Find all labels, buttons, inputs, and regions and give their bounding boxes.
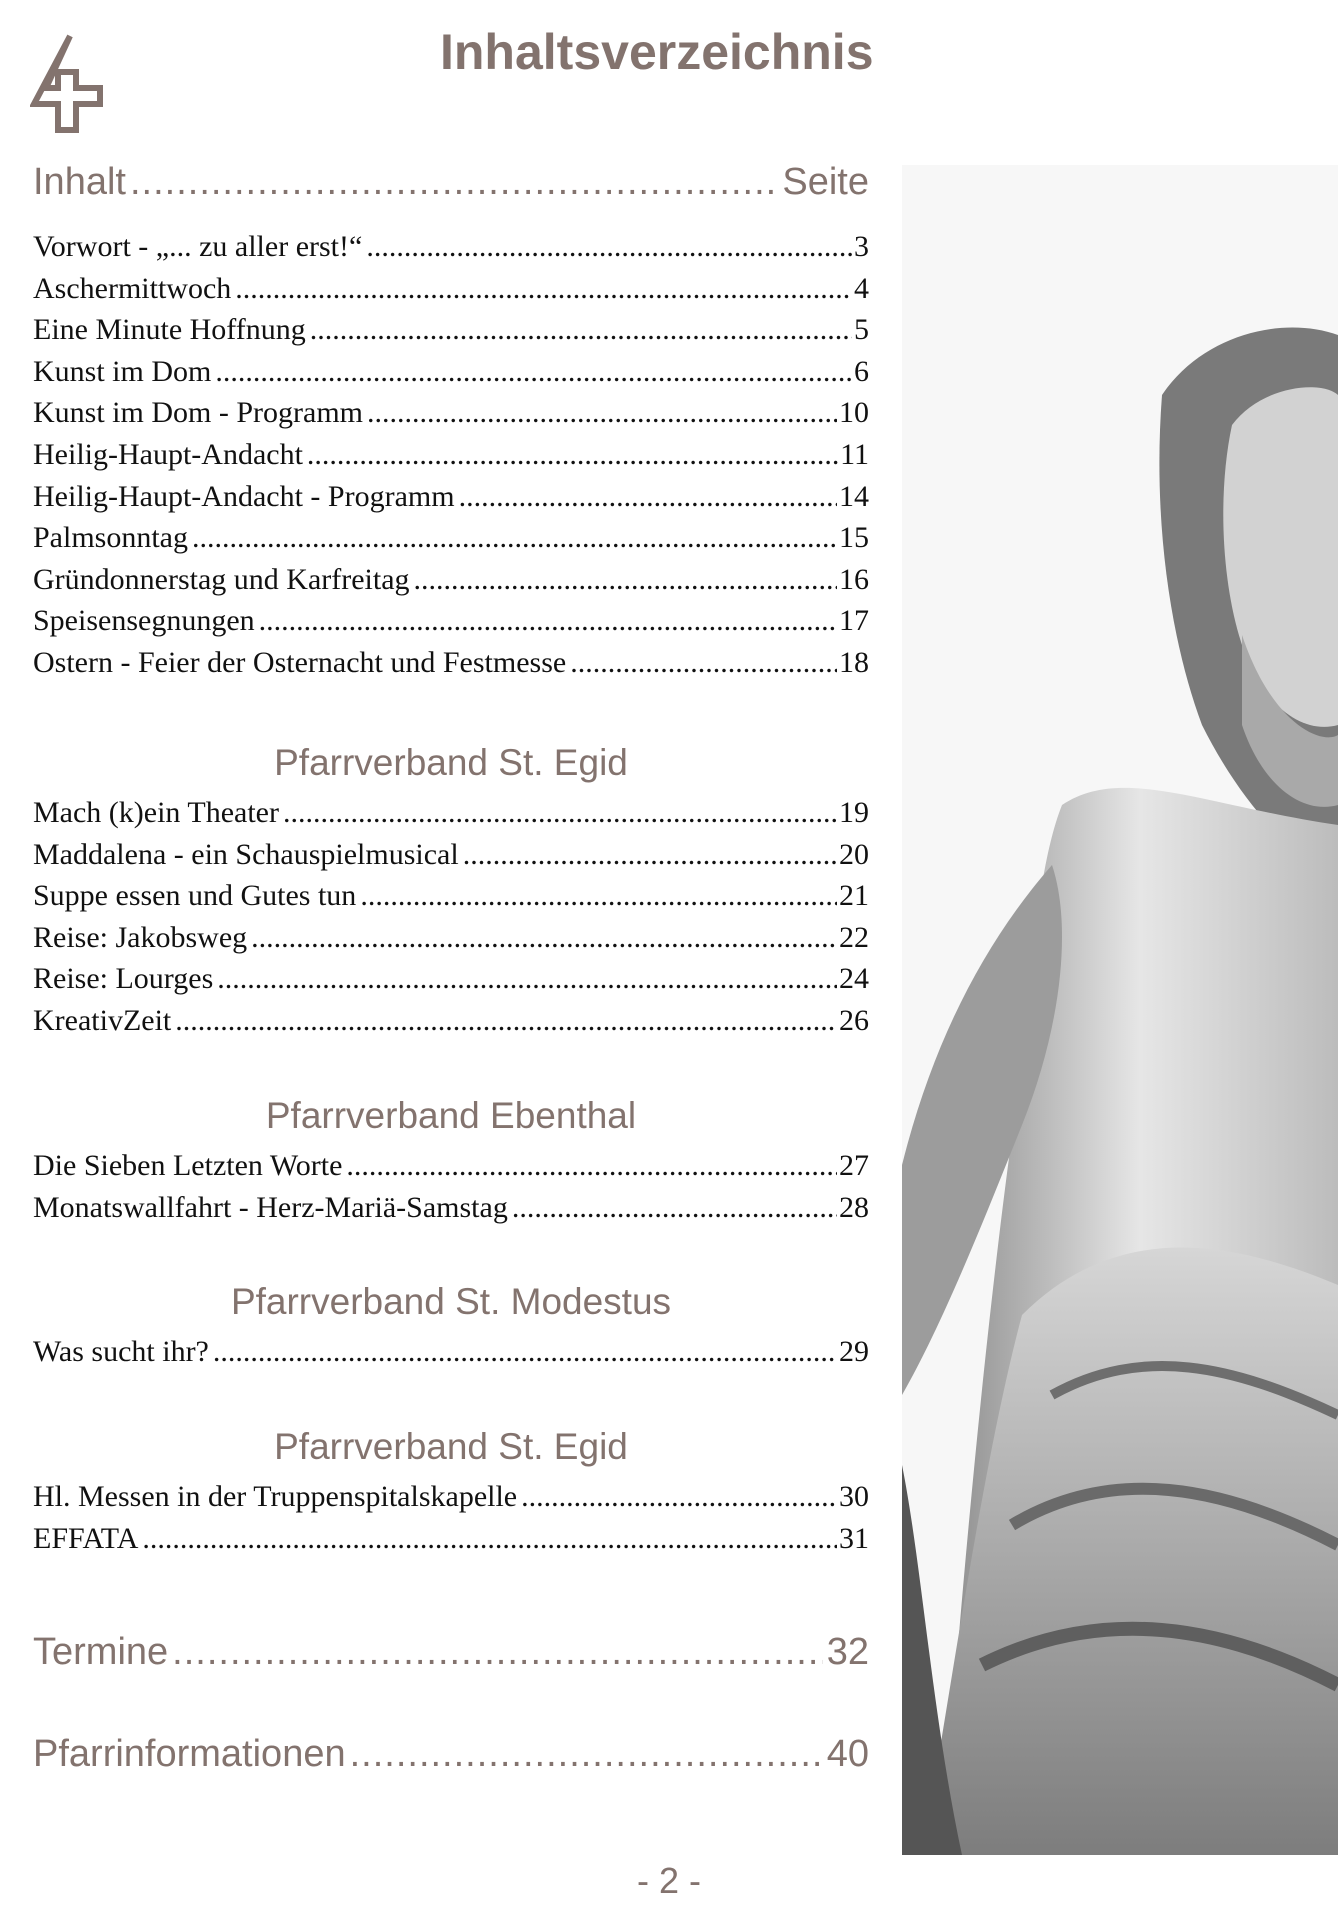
toc-entry-page: 27: [839, 1149, 869, 1182]
toc-entry-page: 11: [840, 437, 869, 471]
toc-entry-page: 3: [854, 230, 869, 263]
toc-entry[interactable]: [33, 792, 869, 834]
toc-entry[interactable]: [33, 1331, 869, 1373]
dot-leader: [366, 226, 852, 268]
toc-entry-label: Suppe essen und Gutes tun: [33, 879, 357, 913]
toc-entry[interactable]: [33, 917, 869, 959]
toc-entry-page: 20: [839, 837, 869, 871]
toc-entry-page: 5: [854, 313, 869, 347]
dot-leader: [463, 834, 837, 876]
big-entry-label: Termine: [33, 1631, 169, 1673]
dot-leader: [130, 158, 778, 206]
jesus-statue-photo: [902, 165, 1338, 1855]
toc-entry[interactable]: [33, 642, 869, 684]
toc-entry-label: Maddalena - ein Schauspielmusical: [33, 837, 459, 871]
toc-group-st-modestus: [33, 1277, 869, 1373]
dot-leader: [350, 1730, 823, 1778]
toc-entry-label: Reise: Jakobsweg: [33, 920, 248, 954]
toc-entry[interactable]: [33, 600, 869, 642]
toc-entry-page: 19: [839, 796, 869, 829]
toc-entry[interactable]: [33, 1187, 869, 1229]
toc-entry-page: 26: [839, 1003, 869, 1037]
toc-entry-page: 14: [839, 479, 869, 513]
toc-entry-page: 24: [839, 962, 869, 996]
dot-leader: [307, 434, 838, 476]
toc-entry-page: 4: [854, 271, 869, 305]
toc-entry-label: Vorwort - „... zu aller erst!“: [33, 230, 363, 263]
toc-entry[interactable]: [33, 268, 869, 310]
dot-leader: [172, 1628, 823, 1676]
toc-entry-page: 29: [839, 1335, 869, 1368]
toc-header-right: Seite: [782, 161, 869, 203]
dot-leader: [215, 351, 852, 393]
toc-entry[interactable]: [33, 517, 869, 559]
toc-entry-page: 15: [839, 521, 869, 555]
section-title: Pfarrverband St. Modestus: [230, 1281, 672, 1322]
toc-entry[interactable]: [33, 309, 869, 351]
dot-leader: [283, 792, 837, 834]
toc-entry-label: Heilig-Haupt-Andacht - Programm: [33, 479, 455, 513]
toc-entry[interactable]: [33, 476, 869, 518]
dot-leader: [235, 268, 852, 310]
toc-entry-label: Heilig-Haupt-Andacht: [33, 437, 303, 471]
toc-entry-label: Kunst im Dom - Programm: [33, 396, 363, 430]
dot-leader: [251, 917, 837, 959]
cross-four-icon: [30, 32, 106, 136]
toc-entry-label: Monatswallfahrt - Herz-Mariä-Samstag: [33, 1190, 508, 1224]
dot-leader: [360, 875, 837, 917]
toc-entry-pfarrinformationen[interactable]: [33, 1730, 869, 1778]
toc-group-intro: [33, 226, 869, 684]
toc-entry[interactable]: [33, 392, 869, 434]
dot-leader: [521, 1476, 837, 1518]
dot-leader: [346, 1145, 837, 1187]
dot-leader: [213, 1331, 837, 1373]
toc-entry-page: 18: [839, 645, 869, 679]
toc-entry[interactable]: [33, 1518, 869, 1560]
toc-entry-label: Kunst im Dom: [33, 354, 212, 388]
dot-leader: [142, 1518, 837, 1560]
toc-entry-page: 21: [839, 879, 869, 913]
toc-header: [33, 158, 869, 206]
toc-entry[interactable]: [33, 1000, 869, 1042]
toc-entry[interactable]: [33, 226, 869, 268]
page-number: - 2 -: [636, 1860, 701, 1901]
toc-entry-label: Hl. Messen in der Truppenspitalskapelle: [33, 1480, 518, 1513]
toc-entry-label: Die Sieben Letzten Worte: [33, 1149, 343, 1182]
dot-leader: [310, 309, 852, 351]
dot-leader: [175, 1000, 837, 1042]
section-title: Pfarrverband Ebenthal: [265, 1095, 637, 1136]
toc-entry-label: KreativZeit: [33, 1003, 172, 1037]
toc-entry[interactable]: [33, 559, 869, 601]
toc-entry-page: 10: [839, 396, 869, 430]
toc-entry-label: Aschermittwoch: [33, 271, 232, 305]
dot-leader: [192, 517, 837, 559]
toc-entry[interactable]: [33, 958, 869, 1000]
toc-entry[interactable]: [33, 434, 869, 476]
dot-leader: [259, 600, 837, 642]
toc-entry-page: 30: [839, 1480, 869, 1513]
page-title: Inhaltsverzeichnis: [440, 24, 874, 80]
toc-entry-label: Palmsonntag: [33, 521, 188, 555]
toc-entry[interactable]: [33, 875, 869, 917]
big-entry-label: Pfarrinformationen: [33, 1733, 346, 1775]
toc-entry[interactable]: [33, 1145, 869, 1187]
toc-entry-termine[interactable]: [33, 1628, 869, 1676]
toc-entry-page: 22: [839, 920, 869, 954]
toc-entry[interactable]: [33, 834, 869, 876]
toc-entry-page: 6: [854, 354, 869, 388]
dot-leader: [414, 559, 837, 601]
toc-entry-label: Speisensegnungen: [33, 604, 255, 638]
toc-entry-label: Was sucht ihr?: [33, 1335, 209, 1368]
toc-entry-page: 28: [839, 1190, 869, 1224]
big-entry-page: 32: [826, 1631, 869, 1673]
dot-leader: [367, 392, 837, 434]
toc-entry-label: Mach (k)ein Theater: [33, 796, 279, 829]
toc-group-ebenthal: [33, 1091, 869, 1228]
toc-entry-label: EFFATA: [33, 1521, 139, 1555]
toc-header-left: Inhalt: [33, 161, 126, 203]
toc-entry-label: Reise: Lourges: [33, 962, 214, 996]
toc-entry-label: Eine Minute Hoffnung: [33, 313, 306, 347]
toc-group-st-egid-2: [33, 1422, 869, 1559]
toc-group-st-egid: [33, 738, 869, 1042]
dot-leader: [459, 476, 837, 518]
toc-entry-label: Gründonnerstag und Karfreitag: [33, 562, 410, 596]
toc-entry-page: 17: [839, 604, 869, 638]
section-title: Pfarrverband St. Egid: [274, 1426, 628, 1467]
toc-entry-page: 31: [839, 1521, 869, 1555]
toc-entry-label: Ostern - Feier der Osternacht und Festmesse: [33, 645, 567, 679]
dot-leader: [570, 642, 837, 684]
big-entry-page: 40: [826, 1733, 869, 1775]
toc-entry[interactable]: [33, 351, 869, 393]
dot-leader: [217, 958, 837, 1000]
dot-leader: [512, 1187, 837, 1229]
toc-entry-page: 16: [839, 562, 869, 596]
section-title: Pfarrverband St. Egid: [274, 742, 628, 783]
toc-entry[interactable]: [33, 1476, 869, 1518]
